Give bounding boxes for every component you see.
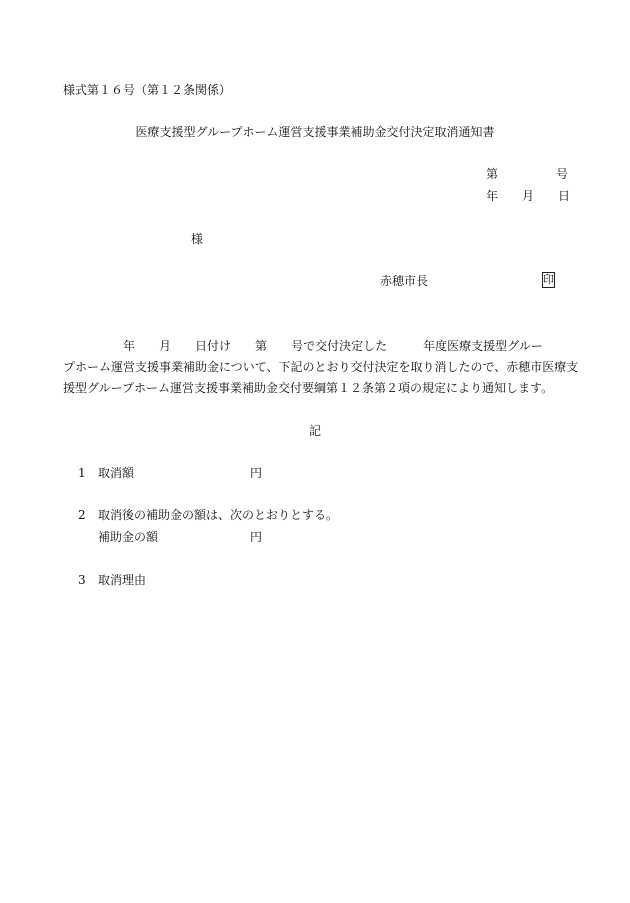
ki-heading: 記 (308, 424, 321, 438)
body-line-3: 援型グループホーム運営支援事業補助金交付要綱第１２条第２項の規定により通知します。 (63, 381, 554, 395)
date-year: 年 (486, 189, 499, 203)
item-3-number: 3 (78, 573, 86, 587)
document-number-suffix: 号 (556, 167, 569, 181)
document-number-prefix: 第 (486, 167, 499, 181)
date-month: 月 (522, 189, 535, 203)
issue-date (486, 190, 570, 202)
addressee: 様 (191, 232, 204, 246)
sender-name: 赤穂市長 (380, 274, 429, 288)
seal-mark: 印 (543, 273, 554, 286)
item-2-number: 2 (78, 508, 86, 522)
body-line-1: 年 月 日付け 第 号で交付決定した 年度医療支援型グルー (123, 339, 543, 353)
item-1-unit: 円 (250, 466, 263, 480)
item-2-label: 取消後の補助金の額は、次のとおりとする。 (98, 508, 339, 522)
item-1-number: 1 (78, 466, 86, 480)
item-2-sub-label: 補助金の額 (98, 530, 159, 544)
document-title: 医療支援型グループホーム運営支援事業補助金交付決定取消通知書 (135, 125, 495, 139)
date-day: 日 (558, 189, 571, 203)
body-line-2: プホーム運営支援事業補助金について、下記のとおり交付決定を取り消したので、赤穂市医療支 (63, 360, 579, 374)
item-3-label: 取消理由 (98, 573, 147, 587)
notice-body (63, 336, 579, 399)
item-1-label: 取消額 (98, 466, 135, 480)
form-number: 様式第１６号（第１２条関係） (63, 83, 232, 97)
item-2-unit: 円 (250, 530, 263, 544)
